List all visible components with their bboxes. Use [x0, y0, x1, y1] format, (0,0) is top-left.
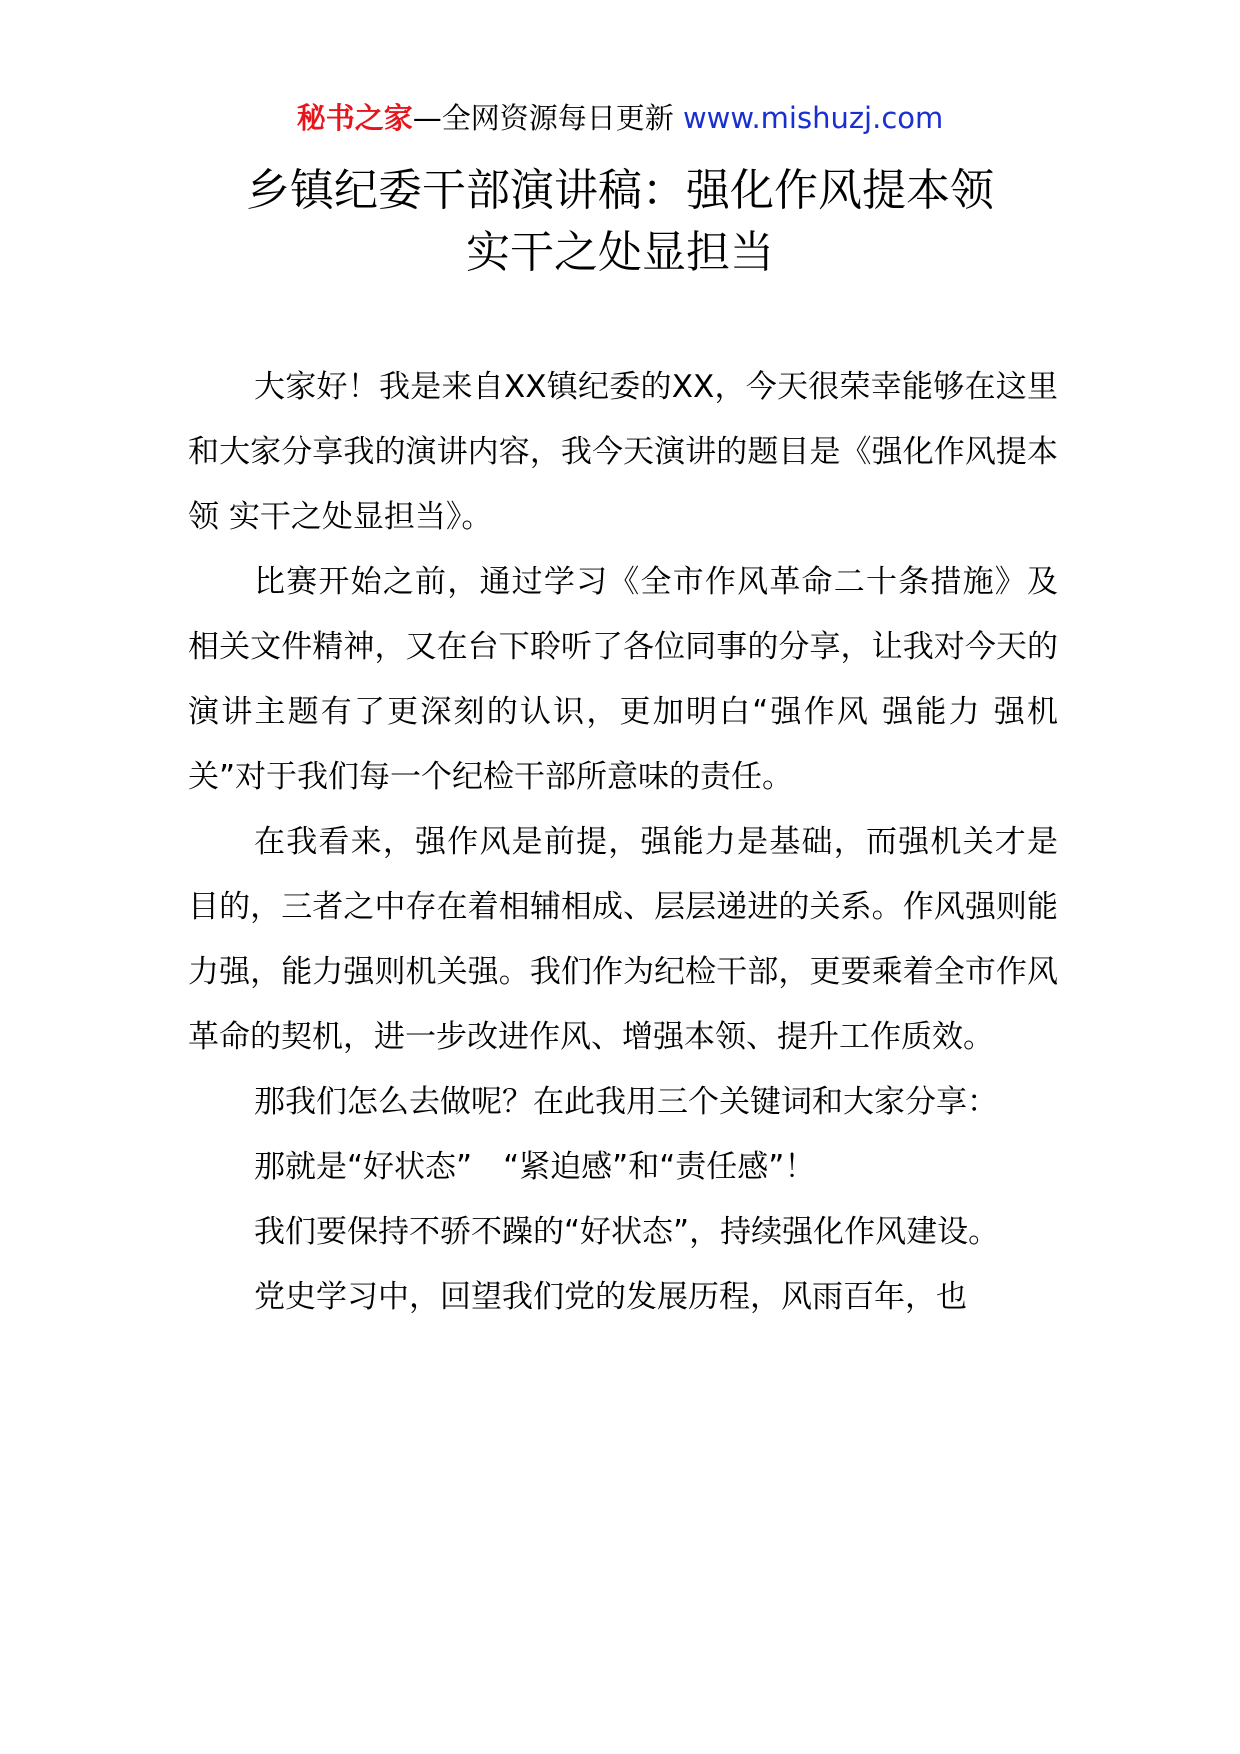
paragraph-good-state: 我们要保持不骄不躁的“好状态”，持续强化作风建设。: [254, 1214, 1000, 1250]
brand-name: 秘书之家: [296, 101, 413, 135]
paragraph-party-history: 党史学习中，回望我们党的发展历程，风雨百年，也: [254, 1279, 967, 1315]
paragraph-keywords: 那就是“好状态” “紧迫感”和“责任感”！: [254, 1149, 816, 1185]
paragraph-question: 那我们怎么去做呢？在此我用三个关键词和大家分享：: [254, 1084, 998, 1120]
watermark-header: [0, 98, 1240, 138]
paragraph-view: 在我看来，强作风是前提，强能力是基础，而强机关才是目的，三者之中存在着相辅相成、层层递进的关系。作风强则能力强，能力强则机关强。我们作为纪检干部，更要乘着全市作风革命的契机，进一步改进作风、增强本领、提升工作质效。: [188, 824, 1058, 1055]
title-line-1: 乡镇纪委干部演讲稿：强化作风提本领: [246, 165, 994, 216]
paragraph-intro: 大家好！我是来自XX镇纪委的XX，今天很荣幸能够在这里和大家分享我的演讲内容，我今天演讲的题目是《强化作风提本领 实干之处显担当》。: [188, 369, 1058, 535]
title-line-2: 实干之处显担当: [466, 227, 774, 278]
site-url-link[interactable]: www.mishuzj.com: [682, 101, 944, 135]
document-title: [0, 160, 1240, 284]
document-body: [188, 355, 1058, 1330]
header-tagline: —全网资源每日更新: [412, 101, 683, 135]
paragraph-study: 比赛开始之前，通过学习《全市作风革命二十条措施》及相关文件精神，又在台下聆听了各位同事的分享，让我对今天的演讲主题有了更深刻的认识，更加明白“强作风 强能力 强机关”对于我们每一个纪检干部所意味的责任。: [188, 564, 1058, 795]
